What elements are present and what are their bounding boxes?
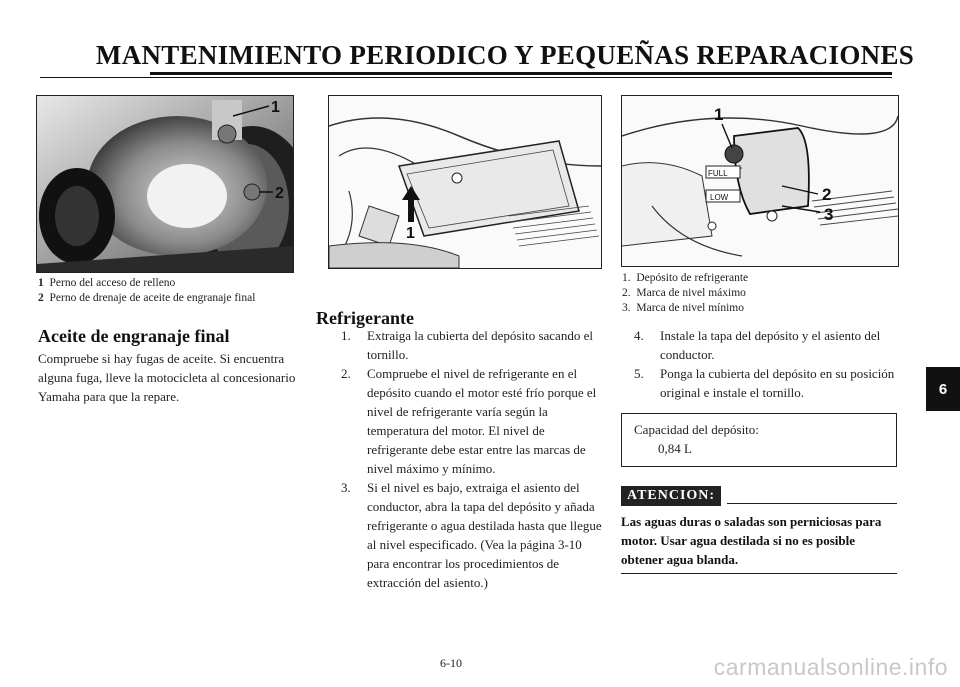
warning-block <box>621 486 897 574</box>
callout-1: 1 <box>271 99 280 116</box>
page-title: MANTENIMIENTO PERIODICO Y PEQUEÑAS REPARACIONES <box>95 40 915 70</box>
reservoir-caption: 3. Marca de nivel mínimo <box>622 302 744 314</box>
step-item: 4. Instale la tapa del depósito y el asiento del conductor. <box>634 328 881 362</box>
coolant-cover-photo <box>328 95 602 269</box>
capacity-value: 0,84 L <box>658 441 692 456</box>
reservoir-captions <box>622 271 748 316</box>
reservoir-photo <box>621 95 899 267</box>
step-item: 3. Si el nivel es bajo, extraiga el asiento del conductor, abra la tapa del depósito y añada refrigerante o agua destilada hasta que llegue al nivel especificado. (Vea la página 3-10 para encontrar los procedimientos de extracción del asiento.) <box>341 480 602 590</box>
oil-caption-2: 2 Perno de drenaje de aceite de engranaje final <box>38 292 256 304</box>
final-gear-photo <box>36 95 294 273</box>
callout-2: 2 <box>275 185 284 202</box>
callout-3: 3 <box>824 205 834 224</box>
chapter-tab: 6 <box>926 367 960 411</box>
step-item: 2. Compruebe el nivel de refrigerante en el depósito cuando el motor esté frío porque el nivel de refrigerante varía según la temperatura del motor. El nivel de refrigerante debe estar entre las marcas de nivel máximo y mínimo. <box>341 366 597 476</box>
callout-2: 2 <box>822 185 832 204</box>
reservoir-caption: 2. Marca de nivel máximo <box>622 287 746 299</box>
title-rule-thin <box>40 77 892 78</box>
oil-heading: Aceite de engranaje final <box>38 326 230 346</box>
oil-caption-1: 1 Perno del acceso de relleno <box>38 277 176 289</box>
warning-rule <box>727 503 897 504</box>
reservoir-steps <box>634 326 898 402</box>
oil-body: Compruebe si hay fugas de aceite. Si encuentra alguna fuga, lleve la motocicleta al concesionario Yamaha para que la repare. <box>38 351 296 404</box>
reservoir-caption: 1. Depósito de refrigerante <box>622 272 749 284</box>
full-mark-label: FULL <box>708 169 728 178</box>
watermark: carmanualsonline.info <box>713 654 948 680</box>
title-rule-thick <box>150 72 892 75</box>
step-item: 5. Ponga la cubierta del depósito en su posición original e instale el tornillo. <box>634 366 895 400</box>
callout-1: 1 <box>714 105 724 124</box>
coolant-steps <box>341 326 607 592</box>
oil-captions <box>38 276 255 306</box>
warning-bottom-rule <box>621 573 897 574</box>
page-number: 6-10 <box>440 656 462 670</box>
warning-label: ATENCION: <box>621 486 721 506</box>
step-item: 1. Extraiga la cubierta del depósito sacando el tornillo. <box>341 328 593 362</box>
capacity-label: Capacidad del depósito: <box>634 422 759 437</box>
warning-text: Las aguas duras o saladas son perniciosas para motor. Usar agua destilada si no es posible obtener agua blanda. <box>621 514 882 567</box>
coolant-heading: Refrigerante <box>316 308 414 328</box>
low-mark-label: LOW <box>710 193 729 202</box>
capacity-box <box>621 413 897 467</box>
callout-1: 1 <box>406 225 415 242</box>
